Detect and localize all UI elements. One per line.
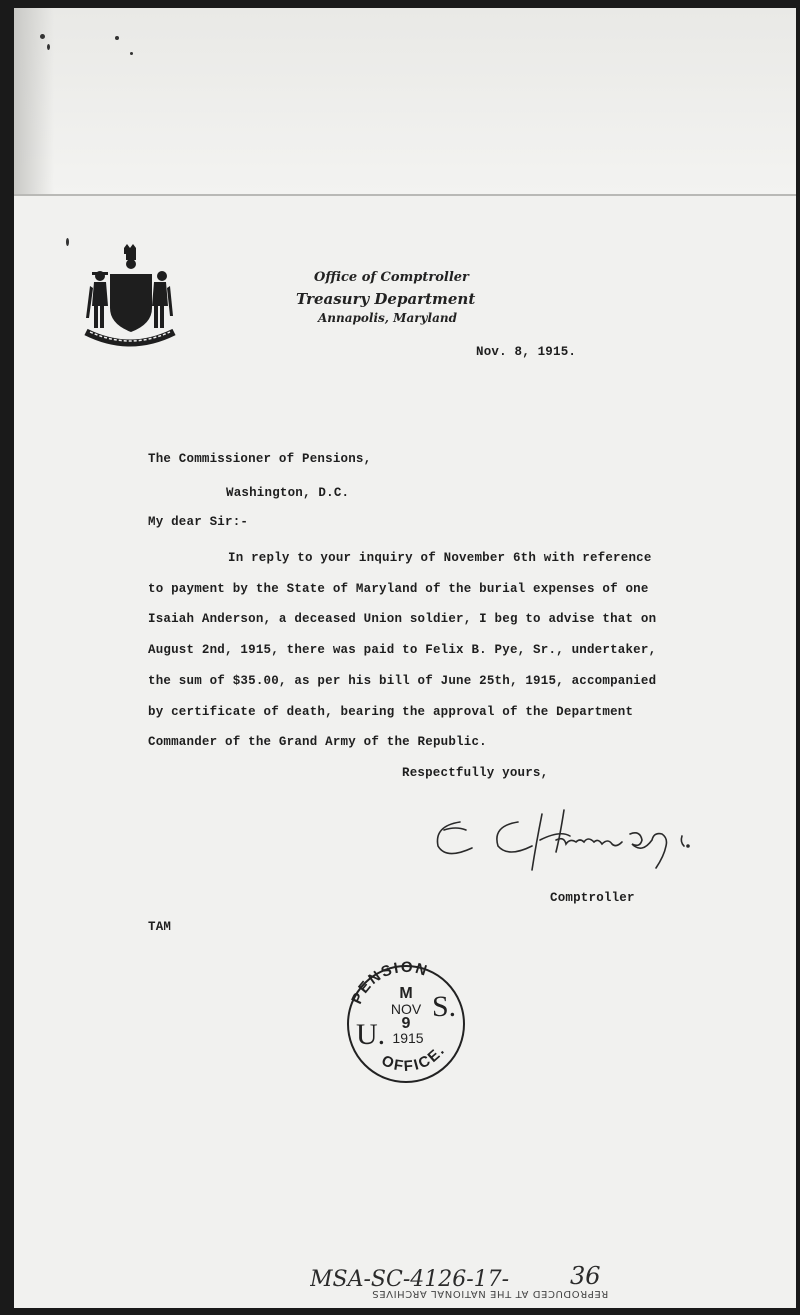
signature-image [430, 800, 700, 880]
signer-title: Comptroller [550, 891, 635, 905]
closing: Respectfully yours, [402, 766, 549, 780]
addressee-name: The Commissioner of Pensions, [148, 452, 372, 466]
stamp-top: PENSION [348, 958, 431, 1007]
stamp-bottom: OFFICE. [378, 1041, 449, 1076]
svg-text:PENSION [348, 959, 431, 1007]
left-edge-shadow [14, 8, 54, 194]
stamp-letter: M [399, 985, 413, 1002]
handwritten-page-number: 36 [570, 1262, 601, 1290]
handwritten-ref-text: MSA-SC-4126-17- [310, 1267, 510, 1292]
speck [47, 44, 50, 50]
archive-reproduction-note: REPRODUCED AT THE NATIONAL ARCHIVES [371, 1288, 609, 1299]
letter-page [14, 8, 796, 1308]
typist-initials: TAM [148, 920, 172, 934]
speck [40, 34, 45, 39]
speck [130, 52, 133, 55]
letterhead-location: Annapolis, Maryland [318, 311, 457, 325]
body-line: August 2nd, 1915, there was paid to Felix B. Pye, Sr., undertaker, [148, 643, 657, 657]
letterhead-office: Office of Comptroller [314, 270, 469, 285]
stamp-month: NOV [390, 1001, 422, 1017]
letterhead-department: Treasury Department [296, 290, 476, 308]
svg-text:OFFICE. [379, 1042, 449, 1075]
speck [115, 36, 119, 40]
stamp-year: 1915 [392, 1030, 424, 1046]
maryland-seal-icon [80, 242, 180, 348]
salutation: My dear Sir:- [148, 515, 249, 529]
pension-office-stamp [336, 958, 476, 1088]
stamp-day: 9 [401, 1015, 411, 1032]
body-line: by certificate of death, bearing the approval of the Department [148, 705, 634, 719]
body-line: Commander of the Grand Army of the Republic. [148, 735, 487, 749]
stamp-right: S. [432, 990, 457, 1023]
paper-fold [14, 8, 796, 196]
letter-date: Nov. 8, 1915. [476, 345, 577, 359]
body-line: to payment by the State of Maryland of the burial expenses of one [148, 582, 649, 596]
addressee-city: Washington, D.C. [226, 486, 350, 500]
body-line: In reply to your inquiry of November 6th with reference [228, 551, 652, 565]
body-line: Isaiah Anderson, a deceased Union soldier, I beg to advise that on [148, 612, 657, 626]
stamp-left: U. [356, 1018, 386, 1051]
speck [66, 238, 69, 246]
body-line: the sum of $35.00, as per his bill of June 25th, 1915, accompanied [148, 674, 657, 688]
